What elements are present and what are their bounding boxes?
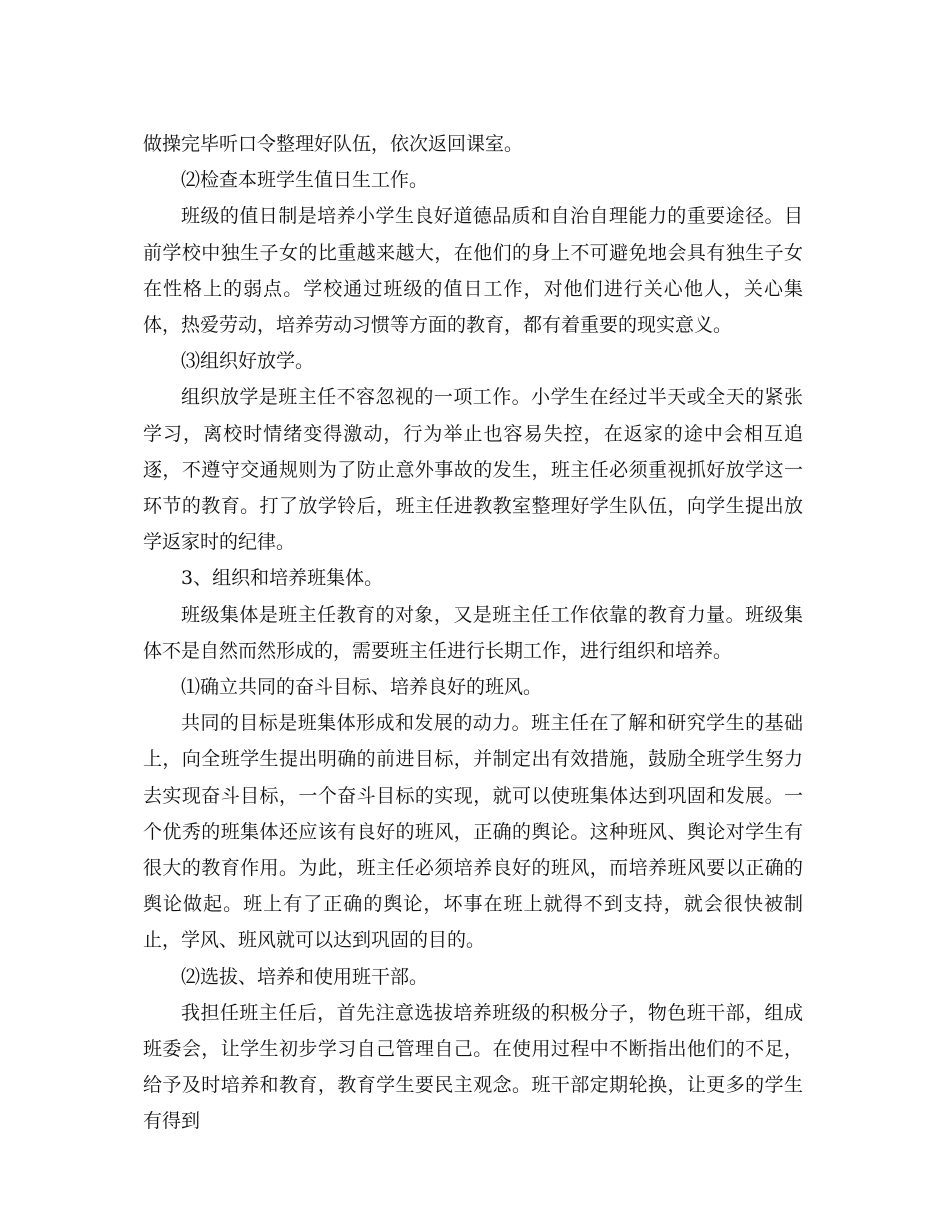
paragraph-continuation: 做操完毕听口令整理好队伍，依次返回课室。 [143, 133, 524, 155]
subheading-organize-dismissal: ⑶组织好放学。 [181, 350, 315, 373]
paragraph-dismissal: 组织放学是班主任不容忽视的一项工作。小学生在经过半天或全天的紧张学习，离校时情绪变得激动，行为举止也容易失控，在返家的途中会相互追逐，不遵守交通规则为了防止意外事故的发生，班主任必须重视抓好放学这一环节的教育。打了放学铃后，班主任进教教室整理好学生队伍，向学生提出放学返家时的纪律。 [143, 386, 803, 554]
paragraph-duty-system: 班级的值日制是培养小学生良好道德品质和自治自理能力的重要途径。目前学校中独生子女的比重越来越大，在他们的身上不可避免地会具有独生子女在性格上的弱点。学校通过班级的值日工作，对他们进行关心他人，关心集体，热爱劳动，培养劳动习惯等方面的教育，都有着重要的现实意义。 [143, 205, 803, 337]
paragraph-class-cadres: 我担任班主任后，首先注意选拔培养班级的积极分子，物色班干部，组成班委会，让学生初步学习自己管理自己。在使用过程中不断指出他们的不足，给予及时培养和教育，教育学生要民主观念。班干部定期轮换，让更多的学生有得到 [143, 1001, 803, 1133]
subheading-class-cadres: ⑵选拔、培养和使用班干部。 [181, 965, 429, 988]
document-body [143, 126, 803, 1140]
heading-class-collective: 3、组织和培养班集体。 [181, 567, 384, 590]
paragraph-class-collective: 班级集体是班主任教育的对象，又是班主任工作依靠的教育力量。班级集体不是自然而然形成的，需要班主任进行长期工作，进行组织和培养。 [143, 603, 803, 662]
subheading-common-goal: ⑴确立共同的奋斗目标、培养良好的班风。 [181, 676, 543, 699]
subheading-check-duty: ⑵检查本班学生值日生工作。 [181, 169, 429, 192]
paragraph-common-goal: 共同的目标是班集体形成和发展的动力。班主任在了解和研究学生的基础上，向全班学生提出明确的前进目标，并制定出有效措施，鼓励全班学生努力去实现奋斗目标，一个奋斗目标的实现，就可以使班集体达到巩固和发展。一个优秀的班集体还应该有良好的班风，正确的舆论。这种班风、舆论对学生有很大的教育作用。为此，班主任必须培养良好的班风，而培养班风要以正确的舆论做起。班上有了正确的舆论，坏事在班上就得不到支持，就会很快被制止，学风、班风就可以达到巩固的目的。 [143, 712, 803, 952]
